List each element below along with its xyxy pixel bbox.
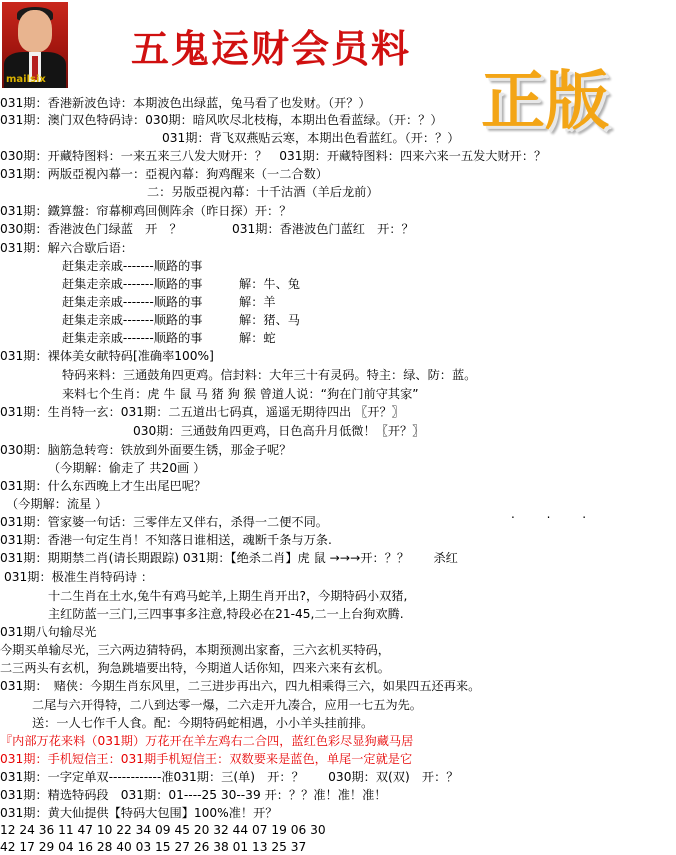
photo-watermark: mailsix bbox=[6, 74, 46, 85]
line-gambler: 031期： 赌侠：今期生肖东风里，二三进步再出六，四九相乘得三六，如果四五还再来。 bbox=[0, 679, 481, 693]
line-atv-insider-2: 二：另版亞視內幕：十千沽酒（羊后龙前） bbox=[147, 185, 379, 199]
photo-face bbox=[18, 10, 52, 52]
line-gambler-2: 二尾与六开得特，二八到达零一爆，二六走开九凑合，应用一七五为先。 bbox=[32, 698, 422, 712]
line-ban-two-zodiacs: 031期：期期禁二肖(请长期跟踪) 031期：【绝杀二肖】虎 鼠 →→→开：？？ 杀红 bbox=[0, 551, 458, 565]
line-riddle-5: 赶集走亲戚-------顺路的事 解：蛇 bbox=[62, 331, 276, 345]
page-title: 五鬼运财会员料 bbox=[131, 26, 412, 71]
line-zodiac-poem-heading: 031期：极准生肖特码诗 ： bbox=[4, 570, 154, 584]
stamp-genuine: 正版 bbox=[481, 64, 609, 139]
header-photo bbox=[2, 2, 68, 88]
line-beauty-source: 特码来料：三通鼓角四更鸡。信封料：大年三十有灵码。特主：绿、防：蓝。 bbox=[62, 368, 477, 382]
line-riddle-3: 赶集走亲戚-------顺路的事 解：羊 bbox=[62, 295, 276, 309]
line-macau-color-poem: 031期：澳门双色特码诗：030期：暗风吹尽北枝梅，本期出色看蓝绿。（开：？） bbox=[0, 113, 443, 127]
line-hk-one-zodiac: 031期：香港一句定生肖！不知落日谁相送，魂断千条与万条. bbox=[0, 533, 332, 547]
decorative-dots: . . . bbox=[511, 507, 601, 521]
line-night-tail: 031期：什么东西晚上才生出尾巴呢？ bbox=[0, 479, 207, 493]
line-riddle-1: 赶集走亲戚-------顺路的事 bbox=[62, 259, 203, 273]
line-housekeeper: 031期：管家婆一句话：三零伴左又伴右，杀得一二便不同。 bbox=[0, 515, 328, 529]
line-selected-range: 031期：精选特码段 031期：01----25 30--39 开：？？准！准！准！ bbox=[0, 788, 387, 802]
line-macau-color-poem-2: 031期：背飞双燕贴云寒，本期出色看蓝红。（开：？） bbox=[162, 131, 460, 145]
line-riddle-heading: 031期：解六合歇后语： bbox=[0, 241, 133, 255]
line-seven-zodiacs: 来料七个生肖：虎 牛 鼠 马 猪 狗 猴 曾道人说：“狗在门前守其家” bbox=[62, 387, 419, 401]
line-eight-sentences-heading: 031期八句输尽光 bbox=[0, 625, 97, 639]
line-brain-teaser-answer: （今期解：偷走了 共20画 ） bbox=[48, 461, 206, 475]
line-zodiac-mystery: 031期：生肖特一玄：031期：二五道出七码真，遥遥无期待四出 〖开？〗 bbox=[0, 405, 404, 419]
line-atv-insider-1: 031期：两版亞視內幕一：亞視內幕：狗鸡醒来（一二合数） bbox=[0, 167, 328, 181]
line-hk-color-031: 031期：香港波色门蓝红 开：？ bbox=[232, 222, 414, 236]
line-beauty-heading: 031期：裸体美女献特码[准确率100%] bbox=[0, 349, 214, 363]
line-huang-daxian: 031期：黄大仙提供【特码大包围】100%准！开？ bbox=[0, 806, 278, 820]
line-brain-teaser: 030期：脑筋急转弯：铁放到外面要生锈，那金子呢？ bbox=[0, 443, 292, 457]
line-riddle-2: 赶集走亲戚-------顺路的事 解：牛、兔 bbox=[62, 277, 300, 291]
line-zodiac-mystery-030: 030期：三通鼓角四更鸡，日色高升月低微！〖开？〗 bbox=[133, 424, 425, 438]
line-hk-color-030: 030期：香港波色门绿蓝 开 ？ bbox=[0, 222, 182, 236]
line-numbers-1: 12 24 36 11 47 10 22 34 09 45 20 32 44 07 19 06 30 bbox=[0, 823, 326, 837]
line-eight-sentences-1: 今期买单输尽光，三六两边猜特码，本期预测出家畜，三六玄机买特码， bbox=[0, 643, 390, 657]
line-sms-king: 031期：手机短信王：031期手机短信王：双数要来是蓝色，单尾一定就是它 bbox=[0, 752, 413, 766]
line-riddle-4: 赶集走亲戚-------顺路的事 解：猪、马 bbox=[62, 313, 300, 327]
line-abacus: 031期：鐵算盤：帘幕柳鸡回侧阵余（昨日探）开：？ bbox=[0, 204, 292, 218]
line-gambler-3: 送：一人七作千人食。配：今期特码蛇相遇，小小羊头挂前排。 bbox=[32, 716, 374, 730]
line-numbers-2: 42 17 29 04 16 28 40 03 15 27 26 38 01 13 25 37 bbox=[0, 840, 307, 854]
line-eight-sentences-2: 二三两头有玄机，狗急跳墙要出特，今期道人话你知，四来六来有玄机。 bbox=[0, 661, 390, 675]
line-zodiac-poem-2: 主红防蓝一三门,三四事事多注意,特段必在21-45,二一上台狗欢腾. bbox=[48, 607, 404, 621]
line-wanhua-source: 『内部万花来料（031期）万花开在羊左鸡右二合四，蓝红色彩尽显狗藏马居 bbox=[0, 734, 414, 748]
line-odd-even: 031期：一字定单双------------准031期：三(单) 开：？ 030期：双(双) 开：？ bbox=[0, 770, 459, 784]
line-hidden-picture: 030期：开藏特图料：一来五来三八发大财开：？ 031期：开藏特图料：四来六来一五发大财开：？ bbox=[0, 149, 547, 163]
line-night-tail-answer: （今期解：流星 ） bbox=[6, 497, 108, 511]
line-zodiac-poem-1: 十二生肖在土水,兔牛有鸡马蛇羊,上期生肖开出?，今期特码小双猪, bbox=[48, 589, 408, 603]
line-hk-color-poem: 031期：香港新波色诗：本期波色出绿蓝，兔马看了也发财。（开？） bbox=[0, 96, 371, 110]
